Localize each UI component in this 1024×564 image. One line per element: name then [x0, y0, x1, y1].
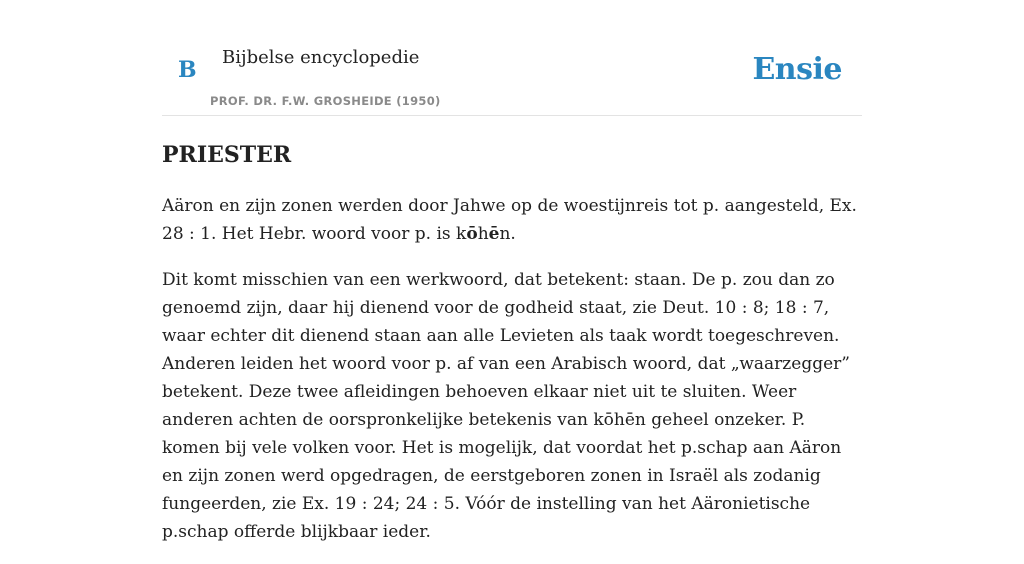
paragraph-text: n.: [499, 224, 516, 244]
book-author[interactable]: PROF. DR. F.W. GROSHEIDE (1950): [210, 94, 441, 108]
paragraph-text: Aäron en zijn zonen werden door Jahwe op de woestijnreis tot p. aangesteld, Ex. 28 : 1. Het Hebr. woord voor p. is k: [162, 196, 857, 244]
entry-content: [162, 192, 862, 564]
page-header: [162, 0, 862, 116]
paragraph-text: h: [477, 224, 489, 244]
paragraph: [162, 192, 862, 248]
brand-logo[interactable]: Ensie: [752, 52, 842, 87]
paragraph: Dit komt misschien van een werkwoord, dat betekent: staan. De p. zou dan zo genoemd zijn, daar hij dienend voor de godheid staat, zie Deut. 10 : 8; 18 : 7, waar echter dit dienend staan aan alle Levieten als taak wordt toegeschreven. Anderen leiden het woord voor p. af van een Arabisch woord, dat „waarzegger” betekent. Deze twee afleidingen behoeven elkaar niet uit te sluiten. Weer anderen achten de oorspronkelijke betekenis van kōhēn geheel onzeker. P. komen bij vele volken voor. Het is mogelijk, dat voordat het p.schap aan Aäron en zijn zonen werd opgedragen, de eerstgeboren zonen in Israël als zodanig fungeerden, zie Ex. 19 : 24; 24 : 5. Vóór de instelling van het Aäronietische p.schap offerde blijkbaar ieder.: [162, 270, 850, 542]
bold-letter: ō: [466, 224, 478, 244]
book-title[interactable]: Bijbelse encyclopedie: [222, 47, 420, 68]
bold-letter: ē: [488, 224, 500, 244]
book-badge[interactable]: B: [178, 57, 197, 83]
entry-title: PRIESTER: [162, 142, 292, 168]
